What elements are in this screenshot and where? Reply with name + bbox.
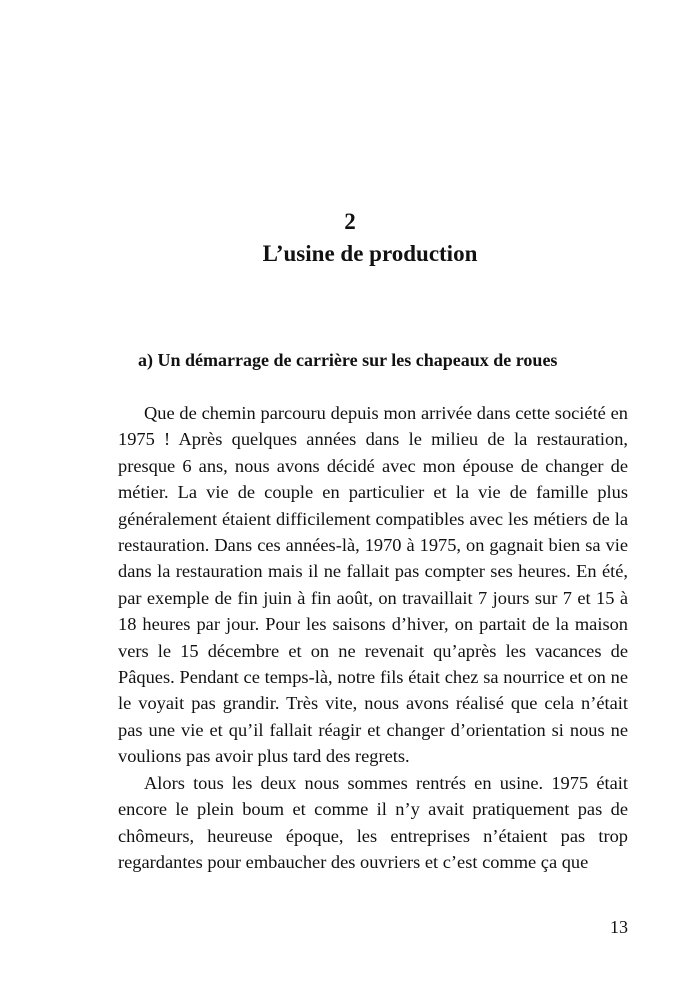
body-text	[118, 400, 628, 875]
page-number: 13	[610, 917, 628, 937]
chapter-number: 2	[344, 209, 356, 234]
section-heading: a) Un démarrage de carrière sur les chapeaux de roues	[138, 350, 558, 370]
paragraph-2: Alors tous les deux nous sommes rentrés en usine. 1975 était encore le plein boum et comme il n’y avait pratiquement pas de chômeurs, heureuse époque, les entreprises n’étaient pas trop regardantes pour embaucher des ouvriers et c’est comme ça que	[118, 772, 628, 872]
chapter-title: L’usine de production	[262, 241, 478, 266]
paragraph-1: Que de chemin parcouru depuis mon arrivée dans cette société en 1975 ! Après quelques années dans le milieu de la restauration, presque 6 ans, nous avons décidé avec mon épouse de changer de métier. La vie de couple en particulier et la vie de famille plus généralement étaient difficilement compatibles avec les métiers de la restauration. Dans ces années-là, 1970 à 1975, on gagnait bien sa vie dans la restauration mais il ne fallait pas compter ses heures. En été, par exemple de fin juin à fin août, on travaillait 7 jours sur 7 et 15 à 18 heures par jour. Pour les saisons d’hiver, on partait de la maison vers le 15 décembre et on ne revenait qu’après les vacances de Pâques. Pendant ce temps-là, notre fils était chez sa nourrice et on ne le voyait pas grandir. Très vite, nous avons réalisé que cela n’était pas une vie et qu’il fallait réagir et changer d’orientation si nous ne voulions pas avoir plus tard des regrets.	[118, 403, 628, 767]
